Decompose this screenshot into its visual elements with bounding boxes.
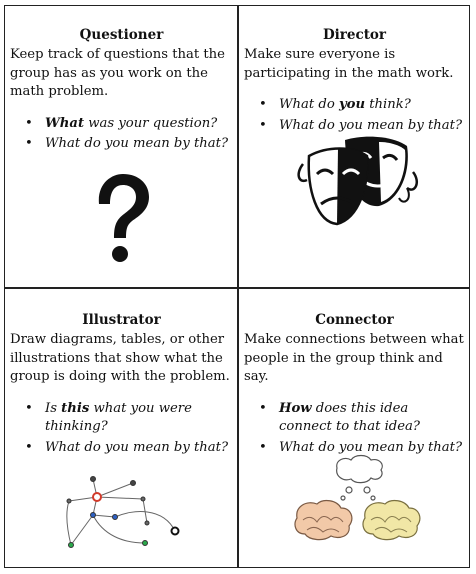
card-description: Make sure everyone is participating in the math work. — [244, 47, 454, 81]
questioner-card — [5, 6, 237, 287]
role-cards-grid — [4, 5, 470, 568]
prompt-item: • Is this what you were thinking? — [10, 400, 233, 437]
prompt-item: • What do you mean by that? — [244, 439, 465, 458]
prompt-item: • What do you mean by that? — [244, 117, 465, 136]
card-title: Connector — [315, 312, 394, 328]
illustrator-card — [5, 289, 237, 567]
prompt-list — [10, 400, 233, 458]
network-diagram-icon — [63, 473, 193, 559]
prompt-list — [10, 115, 233, 154]
director-card — [239, 6, 469, 287]
prompt-item: • How does this idea connect to that idea? — [244, 400, 465, 437]
theater-masks-icon — [295, 134, 421, 226]
card-description: Draw diagrams, tables, or other illustrations that show what the group is doing with the problem. — [10, 332, 230, 384]
card-title: Director — [322, 27, 387, 43]
prompt-item: • What do you mean by that? — [10, 439, 233, 458]
card-title: Questioner — [79, 27, 164, 43]
card-description: Make connections between what people in the group think and say. — [244, 332, 464, 384]
connector-card — [239, 289, 469, 567]
prompt-item: • What do you think? — [244, 96, 465, 115]
brains-thought-bubble-icon — [291, 452, 427, 544]
card-title: Illustrator — [82, 312, 161, 328]
prompt-list — [244, 96, 465, 135]
prompt-item: • What was your question? — [10, 115, 233, 134]
question-mark-icon — [77, 166, 167, 266]
card-description: Keep track of questions that the group has as you work on the math problem. — [10, 47, 225, 99]
prompt-item: • What do you mean by that? — [10, 135, 233, 154]
prompt-list — [244, 400, 465, 458]
